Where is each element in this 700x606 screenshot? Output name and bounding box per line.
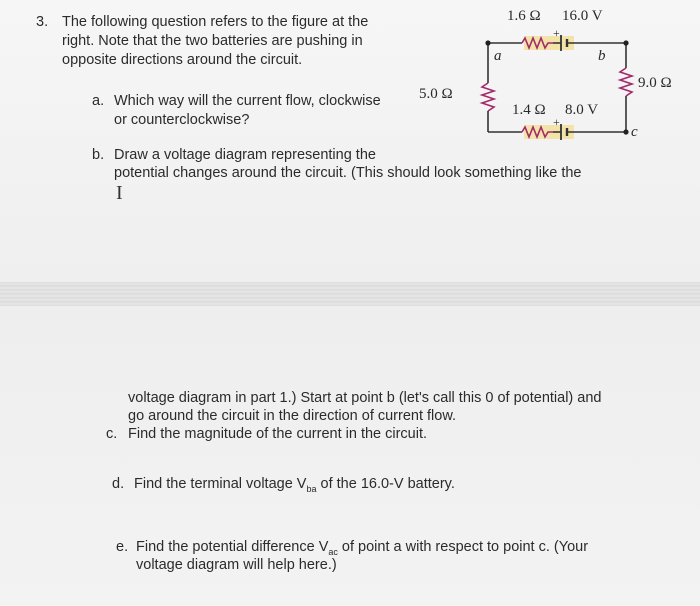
part-b-line-2: potential changes around the circuit. (This should look something like the [114, 165, 582, 181]
part-e-line-2: voltage diagram will help here.) [136, 557, 337, 573]
right-resistor-symbol [620, 68, 632, 96]
worksheet-bottom-page [0, 306, 700, 606]
point-a-label: a [494, 48, 502, 64]
part-a-letter: a. [92, 93, 105, 109]
part-b-letter: b. [92, 147, 105, 163]
part-b-continued-line-2: go around the circuit in the direction of current flow. [128, 408, 457, 424]
part-a-line-1: Which way will the current flow, clockwise [114, 93, 381, 109]
top-battery-plus: + [553, 26, 560, 40]
part-c-letter: c. [106, 426, 118, 442]
part-e-text: Find the potential difference $V_{ac}$ of point a with respect to point c. (Your [136, 539, 589, 557]
text-cursor-ibeam: I [116, 182, 123, 204]
bottom-battery-label: 8.0 V [565, 102, 599, 118]
question-number: 3. [36, 14, 49, 30]
left-resistor-symbol [482, 83, 494, 111]
question-intro-line-1: The following question refers to the figure at the [62, 14, 369, 30]
part-b-line-1: Draw a voltage diagram representing the [114, 147, 376, 163]
part-c-text: Find the magnitude of the current in the circuit. [128, 426, 428, 442]
bottom-battery-plus: + [553, 115, 560, 129]
top-resistor-label: 1.6 Ω [507, 8, 541, 24]
question-intro-line-3: opposite directions around the circuit. [62, 52, 303, 68]
point-a-dot [485, 40, 490, 45]
part-d-letter: d. [112, 476, 125, 492]
point-c-dot [623, 129, 628, 134]
point-c-label: c [631, 124, 638, 140]
top-battery-label: 16.0 V [562, 8, 603, 24]
question-intro-line-2: right. Note that the two batteries are pushing in [62, 33, 363, 49]
circuit-diagram [0, 0, 700, 300]
part-e-letter: e. [116, 539, 129, 555]
point-b-dot [623, 40, 628, 45]
right-resistor-label: 9.0 Ω [638, 75, 672, 91]
point-b-label: b [598, 48, 606, 64]
part-d-text: Find the terminal voltage $V_{ba}$ of the 16.0-V battery. [134, 476, 455, 494]
part-b-continued-line-1: voltage diagram in part 1.) Start at point b (let's call this 0 of potential) and [128, 390, 602, 406]
part-a-line-2: or counterclockwise? [114, 112, 250, 128]
bottom-resistor-label: 1.4 Ω [512, 102, 546, 118]
left-resistor-label: 5.0 Ω [419, 86, 453, 102]
